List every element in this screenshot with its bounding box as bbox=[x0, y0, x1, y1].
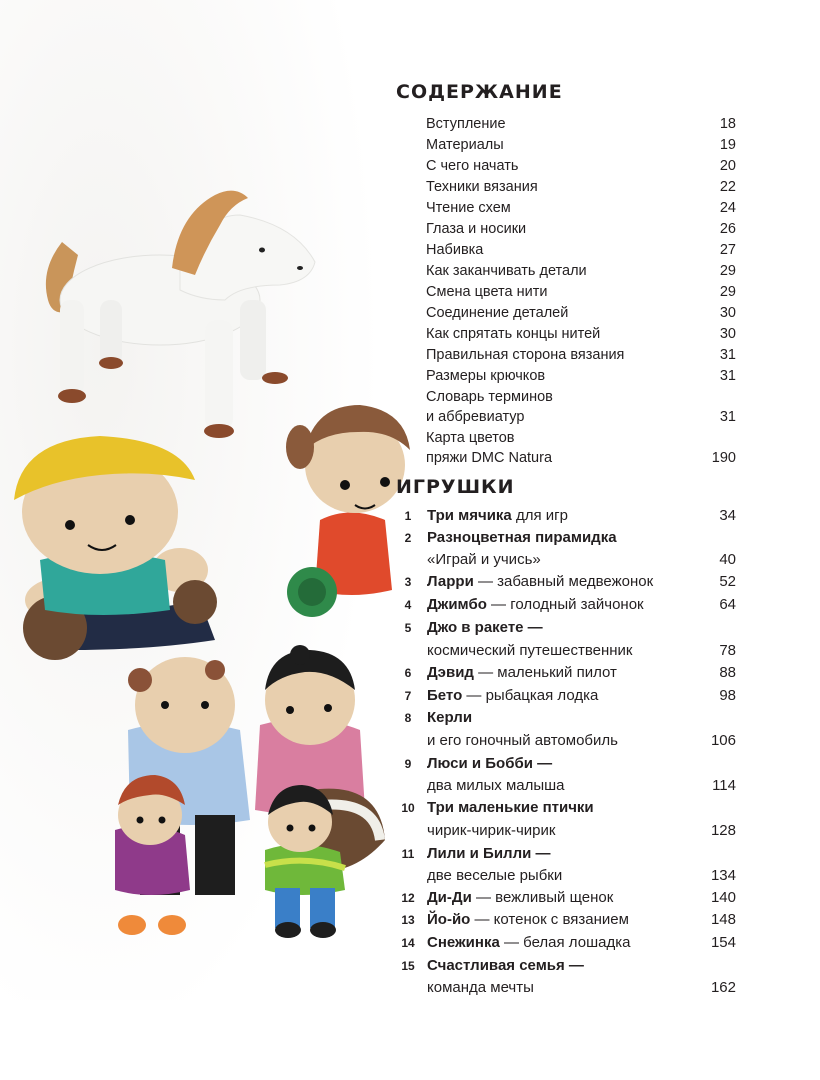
toy-desc: — котенок с вязанием bbox=[470, 911, 629, 928]
toc-item-title: Как спрятать концы нитей bbox=[426, 326, 601, 342]
toc-item-title: пряжи DMC Natura bbox=[426, 450, 553, 466]
toc-item[interactable] bbox=[426, 407, 736, 428]
toy-entry[interactable] bbox=[396, 843, 736, 865]
toy-number: 13 bbox=[401, 913, 415, 927]
toy-entry[interactable] bbox=[396, 932, 736, 954]
toy-entry[interactable] bbox=[396, 549, 736, 571]
toc-item-page: 18 bbox=[719, 116, 736, 132]
toy-name: Ларри bbox=[427, 573, 474, 590]
toy-number: 8 bbox=[404, 711, 412, 725]
toy-number: 10 bbox=[401, 801, 415, 815]
toy-page: 64 bbox=[719, 596, 736, 613]
toc-item-page: 27 bbox=[719, 242, 736, 258]
toy-desc: для игр bbox=[511, 507, 568, 524]
toc-item-title: Чтение схем bbox=[426, 200, 511, 216]
toy-desc: — забавный медвежонок bbox=[473, 573, 654, 590]
toy-name: Джо в ракете — bbox=[427, 619, 543, 636]
toy-desc: команда мечты bbox=[427, 979, 534, 996]
toc-item[interactable] bbox=[426, 324, 736, 345]
toy-entry[interactable] bbox=[396, 955, 736, 977]
toc-item-title: и аббревиатур bbox=[426, 409, 525, 425]
toc-item-title: Глаза и носики bbox=[426, 221, 527, 237]
toy-page: 78 bbox=[719, 642, 736, 659]
toc-item-page: 190 bbox=[711, 450, 736, 466]
toc-item-page: 20 bbox=[719, 158, 736, 174]
toy-entry[interactable] bbox=[396, 977, 736, 999]
toy-name: Йо-йо bbox=[427, 911, 471, 928]
toy-page: 88 bbox=[719, 664, 736, 681]
toy-desc: «Играй и учись» bbox=[427, 551, 541, 568]
toy-entry[interactable] bbox=[396, 865, 736, 887]
toc-item-page: 30 bbox=[719, 326, 736, 342]
toy-page: 114 bbox=[712, 777, 736, 794]
toy-page: 140 bbox=[710, 889, 736, 906]
toy-number: 9 bbox=[404, 757, 412, 771]
toc-item-page: 24 bbox=[719, 200, 736, 216]
toy-desc: — белая лошадка bbox=[499, 934, 631, 951]
contents-title: СОДЕРЖАНИЕ bbox=[396, 81, 563, 103]
toy-entry[interactable] bbox=[396, 797, 736, 819]
toc-item[interactable] bbox=[426, 303, 736, 324]
toy-entry[interactable] bbox=[396, 640, 736, 662]
toy-entry[interactable] bbox=[396, 571, 736, 593]
toc-item-title: Техники вязания bbox=[426, 179, 538, 195]
toy-number: 14 bbox=[401, 936, 415, 950]
toy-desc: космический путешественник bbox=[427, 642, 633, 659]
toy-name: Три маленькие птички bbox=[427, 799, 594, 816]
toy-entry[interactable] bbox=[396, 730, 736, 752]
toc-item-page: 26 bbox=[719, 221, 736, 237]
toy-desc: — рыбацкая лодка bbox=[462, 687, 599, 704]
toc-item[interactable] bbox=[426, 135, 736, 156]
toy-name: Лили и Билли — bbox=[427, 845, 551, 862]
toy-name: Разноцветная пирамидка bbox=[427, 529, 617, 546]
toy-page: 148 bbox=[710, 911, 736, 928]
toc-item-title: Соединение деталей bbox=[426, 305, 569, 321]
toc-item[interactable] bbox=[426, 156, 736, 177]
toy-number: 11 bbox=[401, 847, 415, 861]
toy-name: Снежинка bbox=[427, 934, 500, 951]
toc-item-title: Правильная сторона вязания bbox=[426, 347, 625, 363]
toc-item-page: 31 bbox=[719, 347, 736, 363]
toy-page: 98 bbox=[719, 687, 736, 704]
toy-page: 34 bbox=[719, 507, 736, 524]
toc-item-title: С чего начать bbox=[426, 158, 519, 174]
toc-item[interactable] bbox=[426, 428, 736, 449]
toy-entry[interactable] bbox=[396, 662, 736, 684]
toy-entry[interactable] bbox=[396, 753, 736, 775]
toc-item[interactable] bbox=[426, 345, 736, 366]
toc-item[interactable] bbox=[426, 282, 736, 303]
toc-item[interactable] bbox=[426, 387, 736, 408]
toy-page: 40 bbox=[719, 551, 736, 568]
toc-item-page: 31 bbox=[719, 409, 736, 425]
toy-desc: и его гоночный автомобиль bbox=[427, 732, 618, 749]
toc-item-title: Материалы bbox=[426, 137, 504, 153]
toc-item-page: 29 bbox=[719, 263, 736, 279]
toy-desc: — вежливый щенок bbox=[471, 889, 614, 906]
toc-item-page: 30 bbox=[719, 305, 736, 321]
toc-item[interactable] bbox=[426, 240, 736, 261]
toy-entry[interactable] bbox=[396, 707, 736, 729]
toc-item-title: Карта цветов bbox=[426, 430, 515, 446]
toys-section-title: ИГРУШКИ bbox=[396, 476, 515, 498]
toy-number: 7 bbox=[404, 689, 412, 703]
toy-number: 2 bbox=[404, 531, 412, 545]
toy-name: Ди-Ди bbox=[427, 889, 472, 906]
toy-number: 15 bbox=[401, 959, 415, 973]
toy-desc: — маленький пилот bbox=[473, 664, 617, 681]
toc-item[interactable] bbox=[426, 261, 736, 282]
toy-number: 1 bbox=[404, 509, 412, 523]
toy-number: 6 bbox=[404, 666, 412, 680]
toc-item[interactable] bbox=[426, 177, 736, 198]
toy-entry[interactable] bbox=[396, 820, 736, 842]
toy-page: 154 bbox=[710, 934, 736, 951]
toc-item-title: Смена цвета нити bbox=[426, 284, 548, 300]
toy-entry[interactable] bbox=[396, 594, 736, 616]
toc-item-title: Как заканчивать детали bbox=[426, 263, 587, 279]
toy-name: Счастливая семья — bbox=[427, 957, 584, 974]
toc-item[interactable] bbox=[426, 219, 736, 240]
toy-entry[interactable] bbox=[396, 505, 736, 527]
toc-item-title: Набивка bbox=[426, 242, 484, 258]
toy-entry[interactable] bbox=[396, 685, 736, 707]
toc-item-page: 22 bbox=[719, 179, 736, 195]
toc-item[interactable] bbox=[426, 448, 736, 469]
toy-number: 4 bbox=[404, 598, 412, 612]
toy-name: Три мячика bbox=[427, 507, 512, 524]
toy-name: Керли bbox=[427, 709, 473, 726]
toc-item-page: 31 bbox=[719, 368, 736, 384]
toy-number: 3 bbox=[404, 575, 412, 589]
toy-page: 134 bbox=[710, 867, 736, 884]
toc-item-title: Размеры крючков bbox=[426, 368, 546, 384]
toy-page: 52 bbox=[719, 573, 736, 590]
toy-desc: две веселые рыбки bbox=[427, 867, 563, 884]
toy-name: Дэвид bbox=[427, 664, 474, 681]
toy-desc: чирик-чирик-чирик bbox=[427, 822, 556, 839]
toy-entry[interactable] bbox=[396, 887, 736, 909]
toy-name: Бето bbox=[427, 687, 463, 704]
toy-entry[interactable] bbox=[396, 775, 736, 797]
toy-entry[interactable] bbox=[396, 909, 736, 931]
toy-desc: два милых малыша bbox=[427, 777, 565, 794]
toc-item-page: 29 bbox=[719, 284, 736, 300]
toy-number: 5 bbox=[404, 621, 412, 635]
toc-item-title: Словарь терминов bbox=[426, 389, 553, 405]
toy-name: Джимбо bbox=[427, 596, 487, 613]
toy-page: 106 bbox=[710, 732, 736, 749]
toy-number: 12 bbox=[401, 891, 415, 905]
toc-item[interactable] bbox=[426, 366, 736, 387]
toy-page: 128 bbox=[710, 822, 736, 839]
toy-page: 162 bbox=[710, 979, 736, 996]
toy-desc: — голодный зайчонок bbox=[486, 596, 644, 613]
toy-name: Люси и Бобби — bbox=[427, 755, 553, 772]
toc-item-title: Вступление bbox=[426, 116, 506, 132]
toy-entry[interactable] bbox=[396, 527, 736, 549]
toc-item-page: 19 bbox=[719, 137, 736, 153]
toc-item[interactable] bbox=[426, 114, 736, 135]
toc-item[interactable] bbox=[426, 198, 736, 219]
toy-entry[interactable] bbox=[396, 617, 736, 639]
